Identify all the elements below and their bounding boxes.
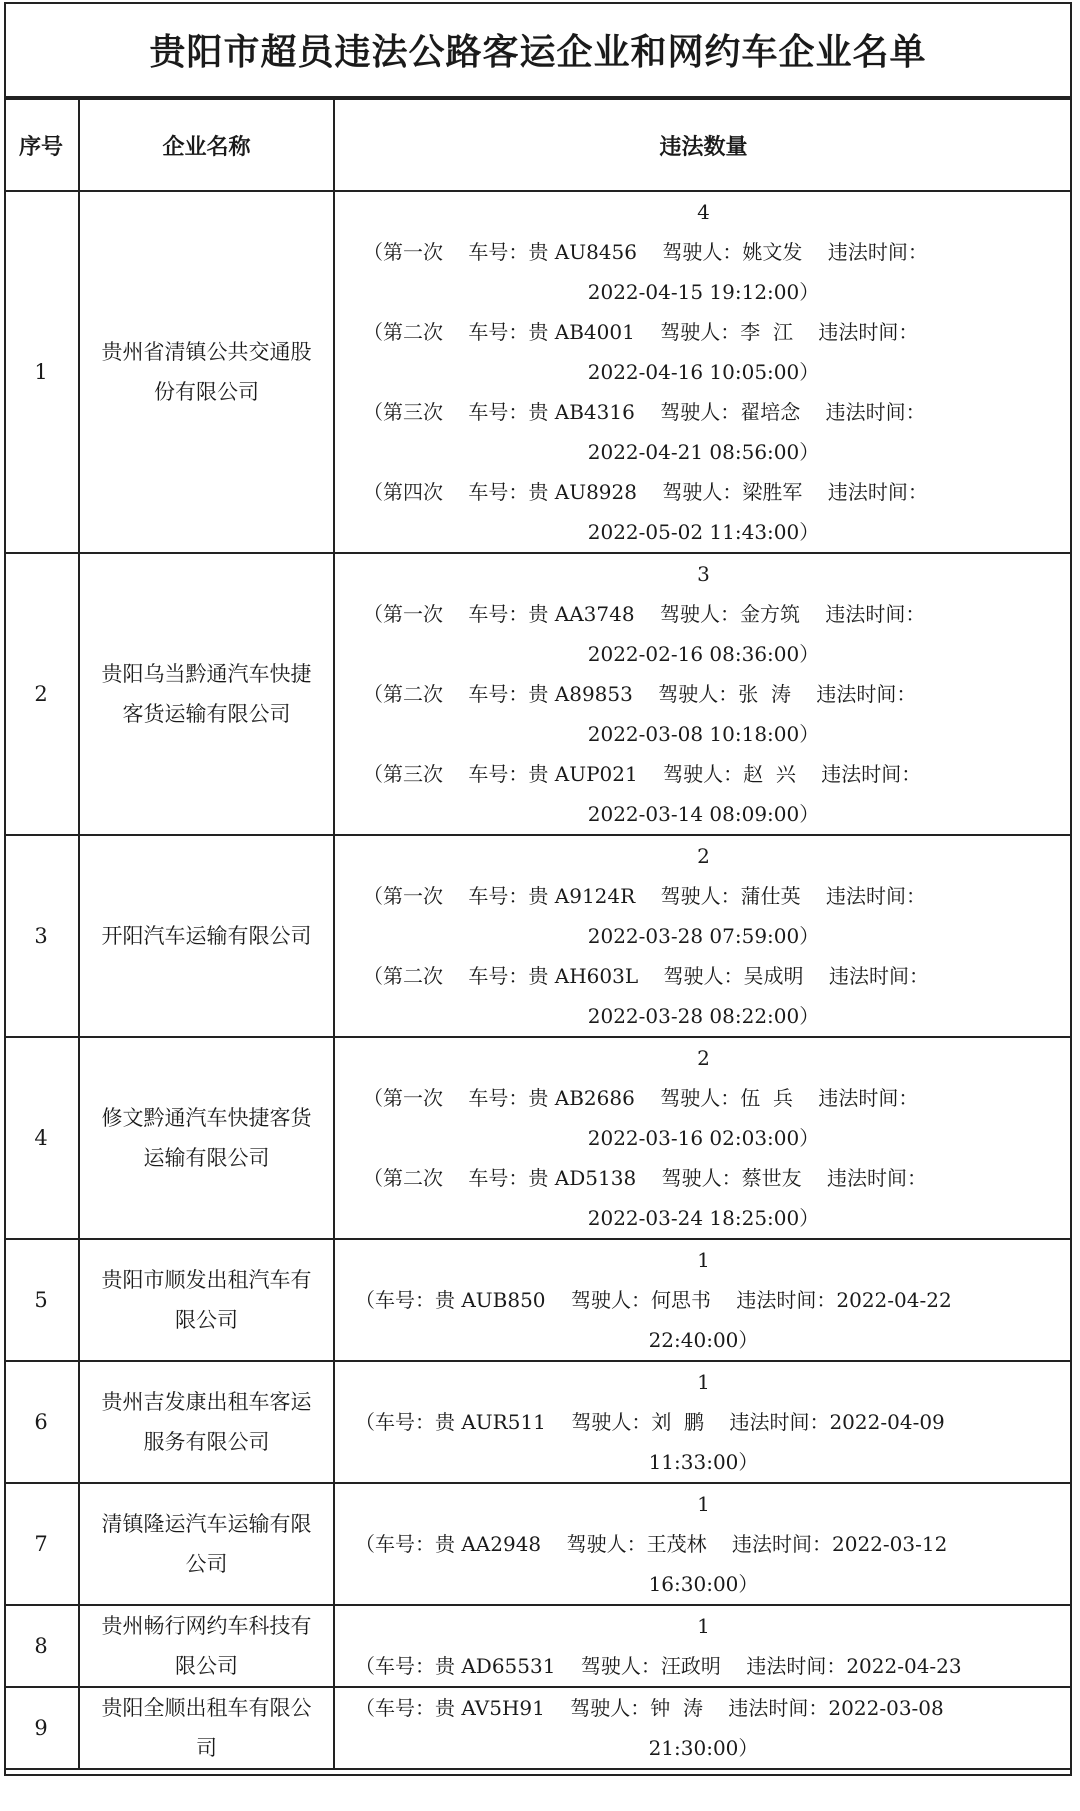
violation-record-line: （第二次 车号：贵 AH603L 驾驶人：吴成明 违法时间： bbox=[363, 964, 929, 988]
violation-table bbox=[4, 98, 1072, 1770]
cell-violations bbox=[334, 1483, 1072, 1605]
cell-violations bbox=[334, 1239, 1072, 1361]
header-violations: 违法数量 bbox=[334, 99, 1072, 191]
cell-violations bbox=[334, 835, 1072, 1037]
violation-count: 1 bbox=[697, 1614, 710, 1638]
violation-record-line: （第二次 车号：贵 AD5138 驾驶人：蔡世友 违法时间： bbox=[363, 1166, 928, 1190]
violation-record-line: （车号：贵 AUB850 驾驶人：何思书 违法时间：2022-04-22 bbox=[355, 1288, 952, 1312]
table-row bbox=[4, 1239, 1072, 1361]
violation-record-line: （第一次 车号：贵 AB2686 驾驶人：伍 兵 违法时间： bbox=[363, 1086, 919, 1110]
cell-violations bbox=[334, 553, 1072, 835]
violation-record-line: （车号：贵 AA2948 驾驶人：王茂林 违法时间：2022-03-12 bbox=[355, 1532, 948, 1556]
cell-violations bbox=[334, 1605, 1072, 1687]
cell-company-name: 贵阳全顺出租车有限公司 bbox=[79, 1687, 334, 1769]
cell-seq: 2 bbox=[4, 553, 79, 835]
cell-company-name: 贵阳市顺发出租汽车有限公司 bbox=[79, 1239, 334, 1361]
table-header-row bbox=[4, 99, 1072, 191]
violation-count: 2 bbox=[697, 844, 710, 868]
violation-record-time: 2022-03-24 18:25:00） bbox=[587, 1206, 820, 1230]
table-row bbox=[4, 1605, 1072, 1687]
violation-count: 3 bbox=[697, 562, 710, 586]
cell-seq: 8 bbox=[4, 1605, 79, 1687]
violation-count: 2 bbox=[697, 1046, 710, 1070]
violation-record-time: 22:40:00） bbox=[648, 1328, 759, 1352]
violation-record-line: （第一次 车号：贵 AA3748 驾驶人：金方筑 违法时间： bbox=[363, 602, 926, 626]
violation-record-time: 2022-04-16 10:05:00） bbox=[587, 360, 820, 384]
violation-count: 1 bbox=[697, 1492, 710, 1516]
table-row bbox=[4, 1483, 1072, 1605]
violation-record-time: 2022-03-08 10:18:00） bbox=[587, 722, 820, 746]
cell-seq: 7 bbox=[4, 1483, 79, 1605]
table-row bbox=[4, 191, 1072, 553]
header-seq: 序号 bbox=[4, 99, 79, 191]
violation-record-line: （第三次 车号：贵 AUP021 驾驶人：赵 兴 违法时间： bbox=[363, 762, 922, 786]
violation-record-line: （第三次 车号：贵 AB4316 驾驶人：翟培念 违法时间： bbox=[363, 400, 926, 424]
cell-violations bbox=[334, 1037, 1072, 1239]
cell-violations bbox=[334, 1361, 1072, 1483]
cell-violations bbox=[334, 1687, 1072, 1769]
table-row bbox=[4, 835, 1072, 1037]
violation-record-line: （第一次 车号：贵 AU8456 驾驶人：姚文发 违法时间： bbox=[363, 240, 928, 264]
violation-record-time: 2022-03-28 08:22:00） bbox=[587, 1004, 820, 1028]
table-row bbox=[4, 553, 1072, 835]
violation-count: 1 bbox=[697, 1248, 710, 1272]
violation-record-time: 2022-05-02 11:43:00） bbox=[587, 520, 820, 544]
violation-record-line: （第二次 车号：贵 A89853 驾驶人：张 涛 违法时间： bbox=[363, 682, 917, 706]
violation-record-line: （车号：贵 AUR511 驾驶人：刘 鹏 违法时间：2022-04-09 bbox=[355, 1410, 945, 1434]
table-row bbox=[4, 1687, 1072, 1769]
page-title: 贵阳市超员违法公路客运企业和网约车企业名单 bbox=[4, 2, 1072, 98]
violation-record-time: 11:33:00） bbox=[648, 1450, 759, 1474]
violation-record-line: （车号：贵 AD65531 驾驶人：汪政明 违法时间：2022-04-23 bbox=[355, 1654, 962, 1678]
cell-seq: 6 bbox=[4, 1361, 79, 1483]
cell-company-name: 贵阳乌当黔通汽车快捷客货运输有限公司 bbox=[79, 553, 334, 835]
cell-seq: 9 bbox=[4, 1687, 79, 1769]
cell-company-name: 清镇隆运汽车运输有限公司 bbox=[79, 1483, 334, 1605]
cell-company-name: 贵州省清镇公共交通股份有限公司 bbox=[79, 191, 334, 553]
cell-seq: 5 bbox=[4, 1239, 79, 1361]
violation-record-time: 2022-04-15 19:12:00） bbox=[587, 280, 820, 304]
violation-count: 4 bbox=[697, 200, 710, 224]
table-row bbox=[4, 1037, 1072, 1239]
violation-count: 1 bbox=[697, 1370, 710, 1394]
cell-company-name: 开阳汽车运输有限公司 bbox=[79, 835, 334, 1037]
violation-record-time: 16:30:00） bbox=[648, 1572, 759, 1596]
violation-record-time: 2022-03-16 02:03:00） bbox=[587, 1126, 820, 1150]
violation-record-line: （第四次 车号：贵 AU8928 驾驶人：梁胜军 违法时间： bbox=[363, 480, 928, 504]
cell-seq: 4 bbox=[4, 1037, 79, 1239]
cell-company-name: 贵州畅行网约车科技有限公司 bbox=[79, 1605, 334, 1687]
violation-record-time: 2022-03-28 07:59:00） bbox=[587, 924, 820, 948]
violation-record-time: 2022-03-14 08:09:00） bbox=[587, 802, 820, 826]
cell-company-name: 修文黔通汽车快捷客货运输有限公司 bbox=[79, 1037, 334, 1239]
violation-record-time: 2022-04-21 08:56:00） bbox=[587, 440, 820, 464]
cell-seq: 3 bbox=[4, 835, 79, 1037]
table-body bbox=[4, 191, 1072, 1769]
cell-seq: 1 bbox=[4, 191, 79, 553]
violation-record-line: （车号：贵 AV5H91 驾驶人：钟 涛 违法时间：2022-03-08 bbox=[355, 1696, 944, 1720]
violation-record-time: 21:30:00） bbox=[648, 1736, 759, 1760]
violation-record-time: 2022-02-16 08:36:00） bbox=[587, 642, 820, 666]
table-row bbox=[4, 1361, 1072, 1483]
violation-record-line: （第二次 车号：贵 AB4001 驾驶人：李 江 违法时间： bbox=[363, 320, 919, 344]
cell-violations bbox=[334, 191, 1072, 553]
cell-company-name: 贵州吉发康出租车客运服务有限公司 bbox=[79, 1361, 334, 1483]
violation-record-line: （第一次 车号：贵 A9124R 驾驶人：蒲仕英 违法时间： bbox=[363, 884, 927, 908]
header-company: 企业名称 bbox=[79, 99, 334, 191]
